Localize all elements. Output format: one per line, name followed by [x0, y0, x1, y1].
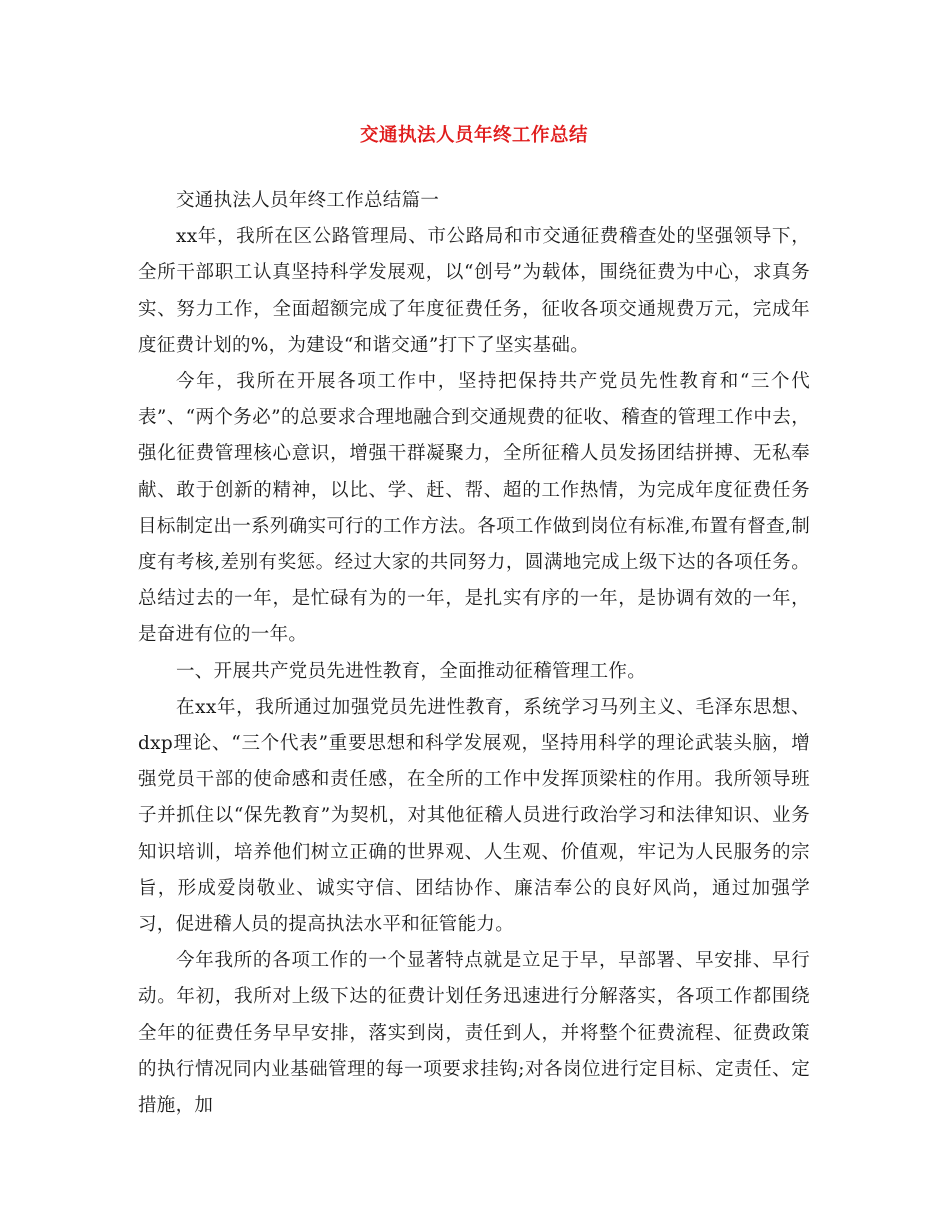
- paragraph-party-education: 在xx年，我所通过加强党员先进性教育，系统学习马列主义、毛泽东思想、dxp理论、“三个代表”重要思想和科学发展观，坚持用科学的理论武装头脑，增强党员干部的使命感和责任感，在全所的工作中发挥顶梁柱的作用。我所领导班子并抓住以“保先教育”为契机，对其他征稽人员进行政治学习和法律知识、业务知识培训，培养他们树立正确的世界观、人生观、价值观，牢记为人民服务的宗旨，形成爱岗敬业、诚实守信、团结协作、廉洁奉公的良好风尚，通过加强学习，促进稽人员的提高执法水平和征管能力。: [138, 696, 810, 936]
- section-heading-education: 一、开展共产党员先进性教育，全面推动征稽管理工作。: [176, 660, 647, 682]
- section-heading-part-one: 交通执法人员年终工作总结篇一: [176, 190, 440, 211]
- paragraph-work-methods: 今年，我所在开展各项工作中，坚持把保持共产党员先性教育和“三个代表”、“两个务必”的总要求合理地融合到交通规费的征收、稽查的管理工作中去，强化征费管理核心意识，增强干群凝聚力，全所征稽人员发扬团结拼搏、无私奉献、敢于创新的精神，以比、学、赶、帮、超的工作热情，为完成年度征费任务目标制定出一系列确实可行的工作方法。各项工作做到岗位有标准,布置有督查,制度有考核,差别有奖惩。经过大家的共同努力，圆满地完成上级下达的各项任务。总结过去的一年，是忙碌有为的一年，是扎实有序的一年，是协调有效的一年，是奋进有位的一年。: [138, 371, 810, 646]
- paragraph-annual-summary: xx年，我所在区公路管理局、市公路局和市交通征费稽查处的坚强领导下，全所干部职工认真坚持科学发展观，以“创号”为载体，围绕征费为中心，求真务实、努力工作，全面超额完成了年度征费任务，征收各项交通规费万元，完成年度征费计划的%，为建设“和谐交通”打下了坚实基础。: [138, 226, 810, 356]
- document-title: 交通执法人员年终工作总结: [359, 125, 588, 146]
- paragraph-early-planning: 今年我所的各项工作的一个显著特点就是立足于早，早部署、早安排、早行动。年初，我所对上级下达的征费计划任务迅速进行分解落实，各项工作都围绕全年的征费任务早早安排，落实到岗，责任到人，并将整个征费流程、征费政策的执行情况同内业基础管理的每一项要求挂钩;对各岗位进行定目标、定责任、定措施，加: [138, 950, 810, 1117]
